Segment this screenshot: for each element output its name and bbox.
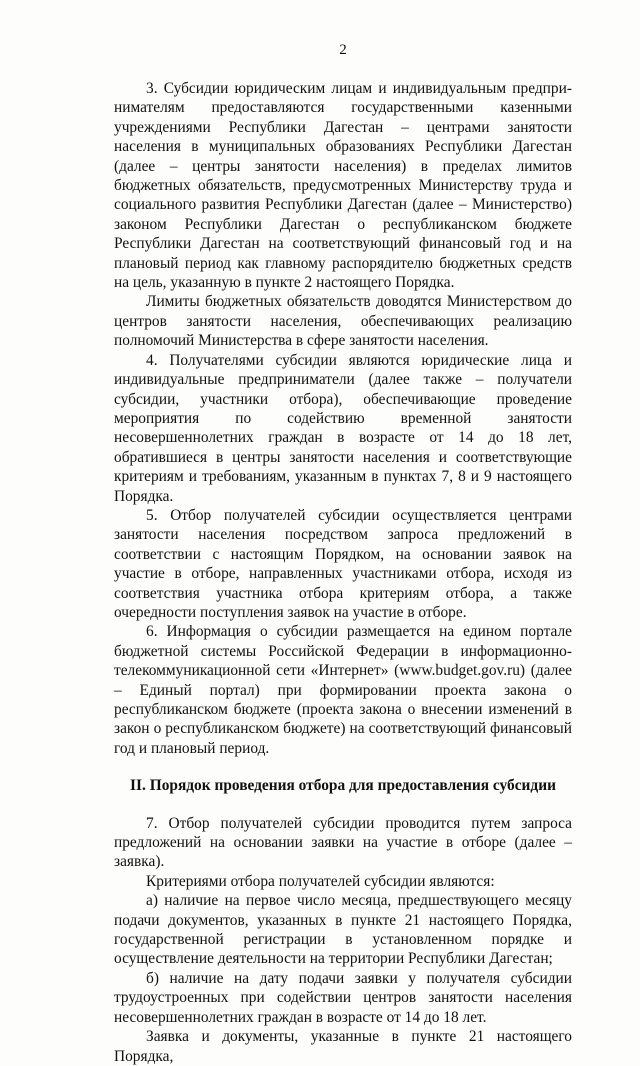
paragraph-6-information: 6. Информация о субсидии размещается на едином портале бюджетной системы Российской Федерации в информационно-телекоммуникационной сети «Интернет» (www.budget.gov.ru) (далее – Единый портал) при формировании проекта закона о республиканском бюджете (проекта закона о внесении изменений в закон о республиканском бюджете) на соответствующий финансовый год и плановый период. xyxy=(114,623,572,757)
section-heading: II. Порядок проведения отбора для предоставления субсидии xyxy=(130,777,556,795)
paragraph-criterion-a: а) наличие на первое число месяца, предшествующего месяцу подачи документов, указанных в пункте 21 настоящего Порядка, государственной регистрации в установленном порядке и осуществление деятельности на территории Республики Дагестан; xyxy=(114,892,572,968)
paragraph-5-selection: 5. Отбор получателей субсидии осуществляется центрами занятости населения посредством запроса предложений в соответствии с настоящим Порядком, на основании заявок на участие в отборе, направленных участниками отбора, исходя из соответствия участника отбора критериям отбора, а также очередности поступления заявок на участие в отборе. xyxy=(114,506,572,621)
paragraph-criterion-b: б) наличие на дату подачи заявки у получателя субсидии трудоустроенных при содействии центров занятости населения несовершеннолетних граждан в возрасте от 14 до 18 лет. xyxy=(114,969,572,1026)
paragraph-application-documents: Заявка и документы, указанные в пункте 21 настоящего Порядка, xyxy=(114,1028,572,1065)
paragraph-budget-limits: Лимиты бюджетных обязательств доводятся Министерством до центров занятости населения, обеспечивающих реализацию полномочий Министерства в сфере занятости населения. xyxy=(114,293,572,350)
paragraph-3-subsidies-recipients: 3. Субсидии юридическим лицам и индивидуальным предпринимателям предоставляются государственными казенными учреждениями Республики Дагестан – центрами занятости населения в муниципальных образованиях Республики Дагестан (далее – центры занятости населения) в пределах лимитов бюджетных обязательств, предусмотренных Министерству труда и социального развития Республики Дагестан (далее – Министерство) законом Республики Дагестан о республиканском бюджете Республики Дагестан на соответствующий финансовый год и на плановый период как главному распорядителю бюджетных средств на цель, указанную в пункте 2 настоящего Порядка. xyxy=(114,80,572,292)
paragraph-criteria-intro: Критериями отбора получателей субсидии являются: xyxy=(146,872,495,890)
page-number: 2 xyxy=(339,42,347,58)
paragraph-7-selection-procedure: 7. Отбор получателей субсидии проводится путем запроса предложений на основании заявки на участие в отборе (далее – заявка). xyxy=(114,814,572,871)
paragraph-4-recipients: 4. Получателями субсидии являются юридические лица и индивидуальные предприниматели (далее также – получатели субсидии, участники отбора), обеспечивающие проведение мероприятия по содействию временной занятости несовершеннолетних граждан в возрасте от 14 до 18 лет, обратившиеся в центры занятости населения и соответствующие критериям и требованиям, указанным в пунктах 7, 8 и 9 настоящего Порядка. xyxy=(114,351,572,505)
